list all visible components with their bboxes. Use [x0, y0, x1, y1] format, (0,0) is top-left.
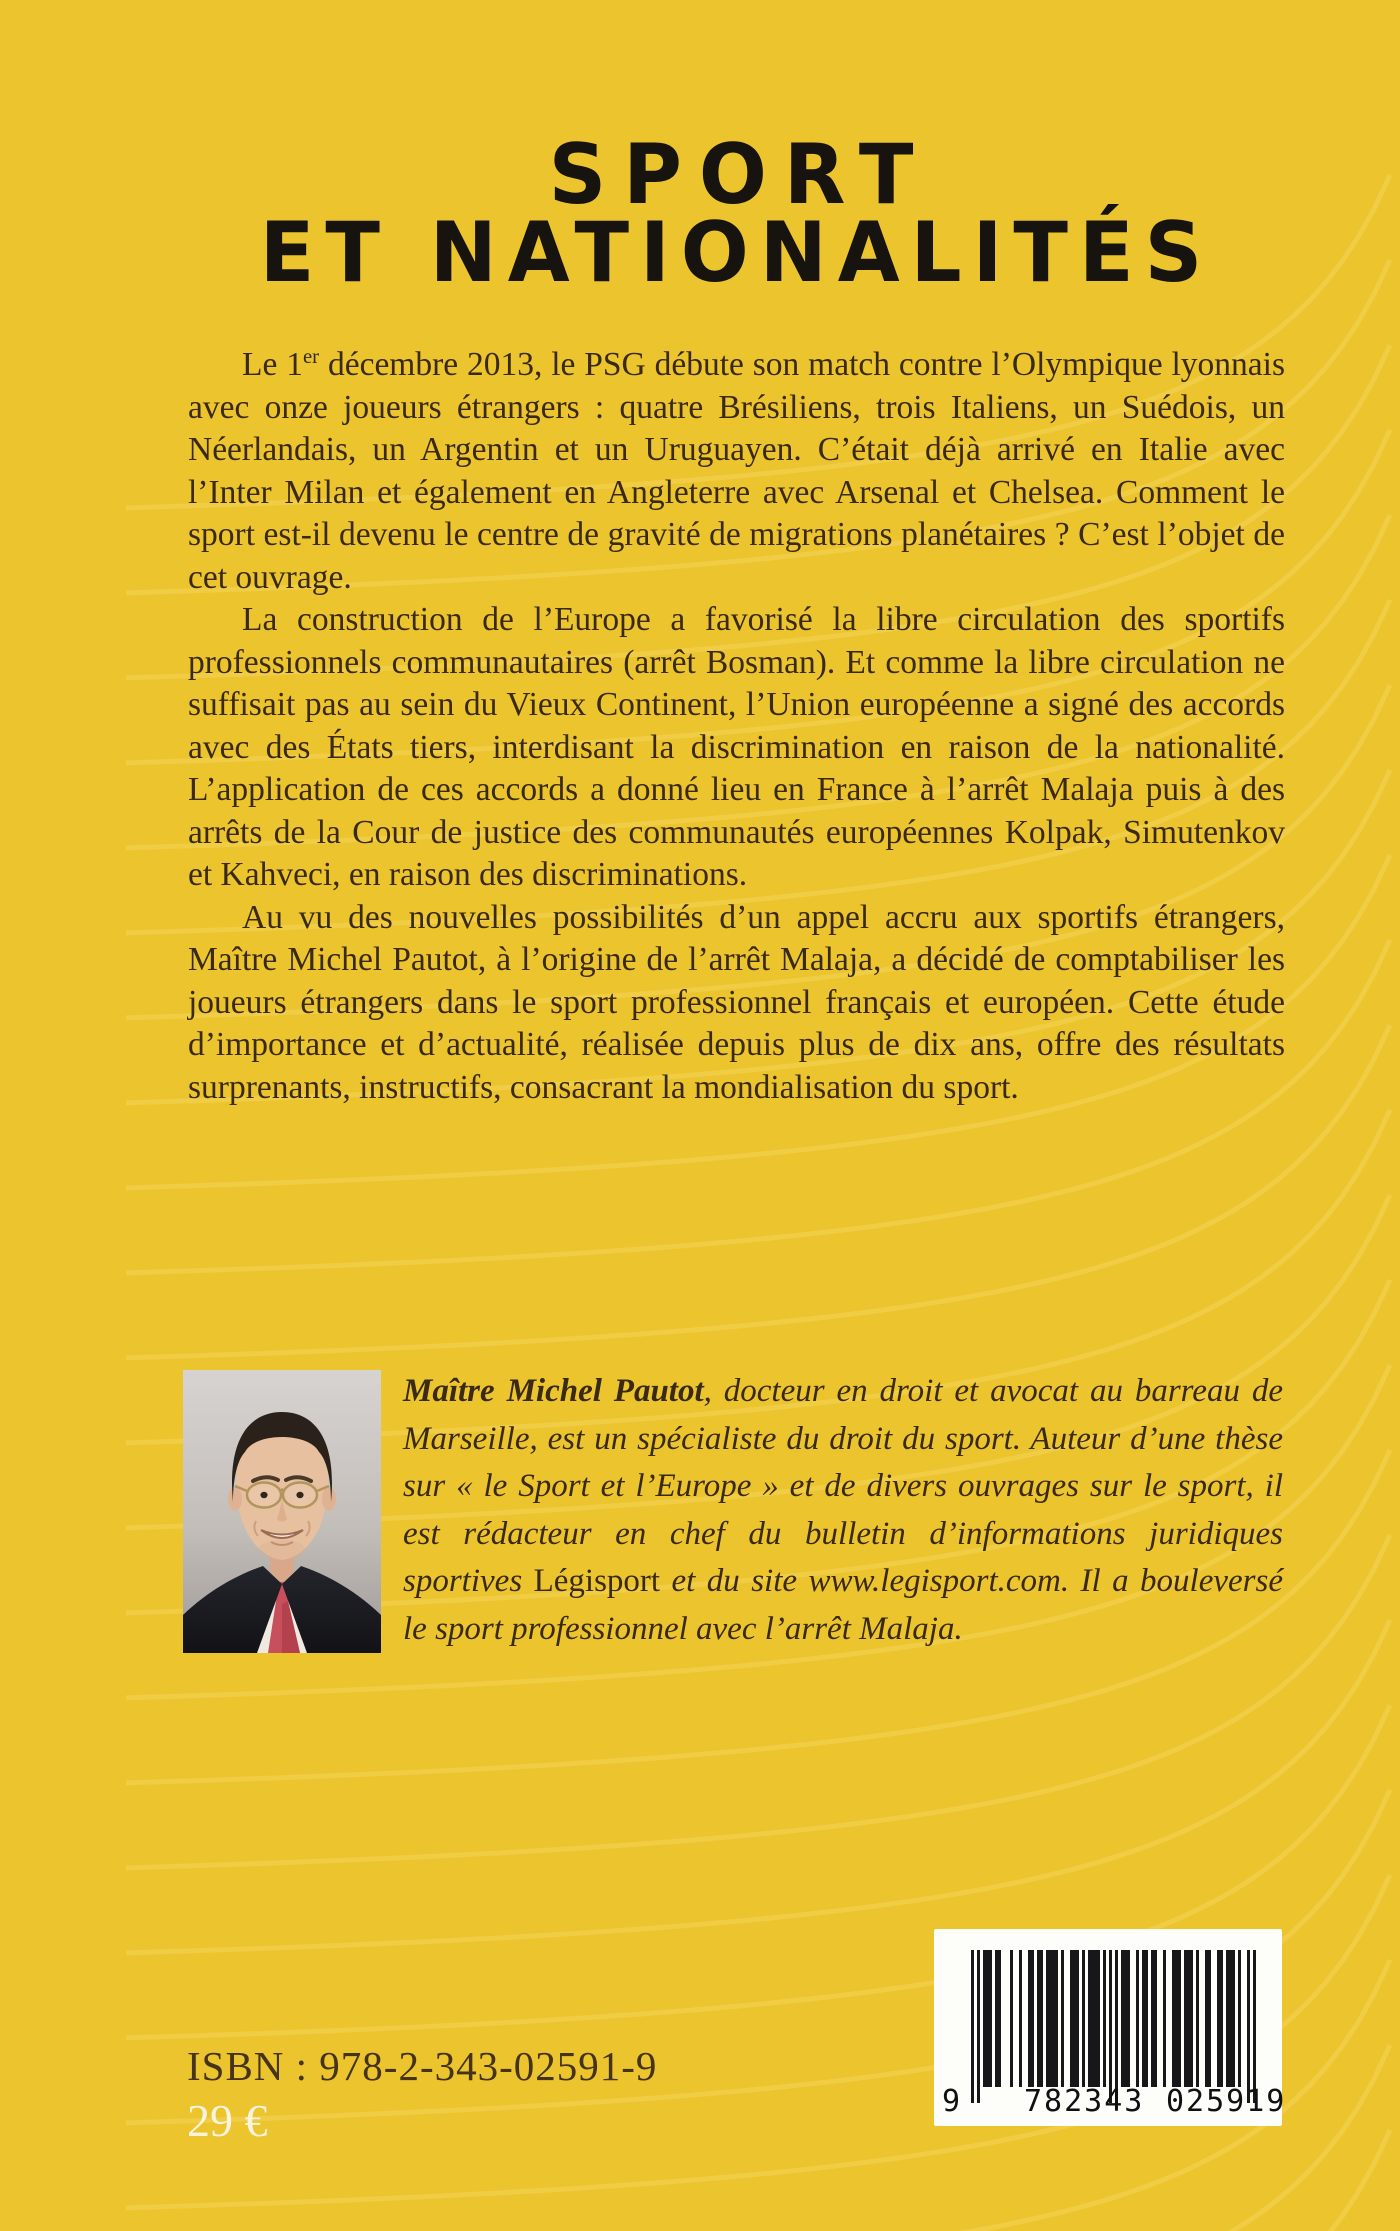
synopsis-p1-rest: décembre 2013, le PSG débute son match contre l’Olympique lyonnais avec onze joueurs étrangers : quatre Brésiliens, trois Italiens, un Suédois, un Néerlandais, un Argentin et un Uruguayen. C’était déjà arrivé en Italie avec l’Inter Milan et également en Angleterre avec Arsenal et Chelsea. Comment le sport est-il devenu le centre de gravité de migrations planétaires ? C’est l’objet de cet ouvrage. — [188, 346, 1285, 596]
barcode-digits — [934, 1929, 1287, 2126]
author-portrait-illustration — [183, 1370, 381, 1653]
synopsis-paragraph-1 — [188, 344, 1285, 599]
synopsis-paragraph-3: Au vu des nouvelles possibilités d’un appel accru aux sportifs étrangers, Maître Michel Pautot, à l’origine de l’arrêt Malaja, a décidé de comptabiliser les joueurs étrangers dans le sport professionnel français et européen. Cette étude d’importance et d’actualité, réalisée depuis plus de dix ans, offre des résultats surprenants, instructifs, consacrant la mondialisation du sport. — [188, 898, 1285, 1106]
author-bio — [403, 1368, 1283, 1653]
synopsis — [188, 344, 1285, 1109]
author-name: Maître Michel Pautot — [403, 1373, 704, 1409]
ordinal-superscript: er — [302, 344, 320, 368]
barcode-digit-group-1: 9 — [942, 2084, 963, 2119]
bio-tail: et du site www.legisport.com. Il a bouleversé le sport professionnel avec l’arrêt Malaja. — [403, 1563, 1283, 1647]
title-line-2: ET NATIONALITÉS — [259, 204, 1214, 301]
synopsis-p1-lead: Le 1 — [242, 346, 303, 383]
barcode-digit-group-3: 025919 — [1166, 2084, 1287, 2119]
synopsis-paragraph-2: La construction de l’Europe a favorisé la libre circulation des sportifs professionnels communautaires (arrêt Bosman). Et comme la libre circulation ne suffisait pas au sein du Vieux Continent, l’Union européenne a signé des accords avec des États tiers, interdisant la discrimination en raison de la nationalité. L’application de ces accords a donné lieu en France à l’arrêt Malaja puis à des arrêts de la Cour de justice des communautés européennes Kolpak, Simutenkov et Kahveci, en raison des discriminations. — [188, 601, 1285, 893]
isbn-text: ISBN : 978-2-343-02591-9 — [187, 2043, 658, 2089]
book-title — [31, 126, 1400, 301]
price-text: 29 € — [187, 2095, 268, 2146]
barcode-digit-group-2: 782343 — [1024, 2084, 1145, 2119]
author-photo — [183, 1370, 381, 1653]
bio-middle: , docteur en droit et avocat au barreau de Marseille, est un spécialiste du droit du sport. Auteur d’une thèse sur « le Sport et l’Europe » et de divers ouvrages sur le sport, il est rédacteur en chef du bulletin d’informations juridiques sportives — [403, 1373, 1283, 1599]
barcode — [934, 1929, 1287, 2126]
author-section — [183, 1368, 1285, 1653]
bulletin-name: Légisport — [533, 1563, 661, 1599]
title-line-1: SPORT — [548, 126, 931, 223]
